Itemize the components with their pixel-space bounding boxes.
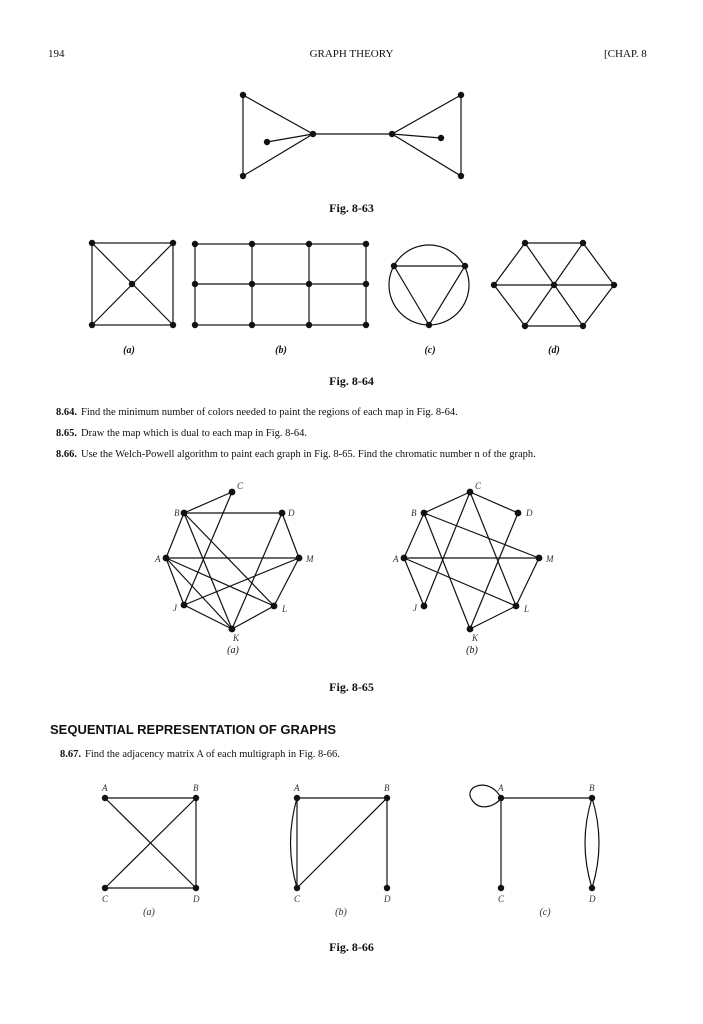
vertex-label: B — [193, 783, 199, 793]
fig-8-65a-subcaption: (a) — [227, 645, 239, 656]
vertex-label: D — [526, 508, 533, 518]
problem-number: 8.65. — [56, 428, 77, 439]
fig-8-65b-labels — [392, 481, 554, 643]
vertex-label: A — [294, 783, 300, 793]
fig-8-64c-map — [389, 245, 469, 325]
fig-8-66c-multigraph — [470, 785, 599, 888]
fig-8-66b-subcaption: (b) — [335, 907, 347, 918]
problem-number: 8.66. — [56, 449, 77, 460]
vertex-label: J — [413, 603, 417, 613]
vertex-label: D — [384, 894, 391, 904]
page-number: 194 — [48, 48, 65, 60]
problem-8-64 — [56, 407, 458, 418]
problem-8-65 — [56, 428, 307, 439]
problem-text: Find the minimum number of colors needed to paint the regions of each map in Fig. 8-64. — [81, 407, 458, 418]
vertex-label: B — [174, 508, 180, 518]
vertex-label: A — [102, 783, 108, 793]
fig-8-64d-subcaption: (d) — [548, 345, 560, 356]
vertex-label: A — [155, 554, 161, 564]
vertex-label: M — [306, 554, 314, 564]
vertex-label: K — [233, 633, 240, 643]
problem-number: 8.64. — [56, 407, 77, 418]
fig-8-64c-subcaption: (c) — [424, 345, 436, 356]
fig-8-63-caption: Fig. 8-63 — [329, 201, 374, 215]
vertex-label: L — [524, 604, 530, 614]
vertex-label: A — [498, 783, 504, 793]
fig-8-66a-subcaption: (a) — [143, 907, 155, 918]
problem-text: Use the Welch-Powell algorithm to paint each graph in Fig. 8-65. Find the chromatic number n of the graph. — [81, 449, 536, 460]
fig-8-63-graph — [243, 95, 461, 176]
fig-8-64a-subcaption: (a) — [123, 345, 135, 356]
chapter-label: [CHAP. 8 — [604, 48, 647, 60]
running-title: GRAPH THEORY — [309, 48, 394, 60]
vertex-label: K — [472, 633, 479, 643]
vertex-label: C — [475, 481, 482, 491]
problem-text: Draw the map which is dual to each map in Fig. 8-64. — [81, 428, 307, 439]
fig-8-66-labels — [101, 783, 596, 904]
fig-8-66b-multigraph — [291, 798, 388, 888]
vertex-label: B — [589, 783, 595, 793]
vertex-label: D — [288, 508, 295, 518]
problem-8-66 — [56, 449, 536, 460]
fig-8-66a-multigraph — [105, 798, 196, 888]
fig-8-64-caption: Fig. 8-64 — [329, 374, 374, 388]
fig-8-65b-subcaption: (b) — [466, 645, 478, 656]
vertex-label: D — [193, 894, 200, 904]
vertex-label: B — [384, 783, 390, 793]
vertex-label: B — [411, 508, 417, 518]
section-heading: SEQUENTIAL REPRESENTATION OF GRAPHS — [50, 722, 337, 737]
fig-8-64b-map — [195, 244, 366, 325]
problem-number: 8.67. — [60, 749, 81, 760]
vertex-label: A — [393, 554, 399, 564]
vertex-label: C — [294, 894, 301, 904]
problem-text: Find the adjacency matrix A of each multigraph in Fig. 8-66. — [85, 749, 340, 760]
vertex-label: L — [282, 604, 288, 614]
vertex-label: D — [589, 894, 596, 904]
vertex-label: C — [237, 481, 244, 491]
fig-8-65-caption: Fig. 8-65 — [329, 680, 374, 694]
fig-8-66-caption: Fig. 8-66 — [329, 940, 374, 954]
fig-8-64b-subcaption: (b) — [275, 345, 287, 356]
vertex-label: C — [498, 894, 505, 904]
vertex-label: C — [102, 894, 109, 904]
vertex-label: J — [173, 603, 177, 613]
problem-8-67 — [60, 749, 340, 760]
fig-8-66c-subcaption: (c) — [539, 907, 551, 918]
vertex-label: M — [546, 554, 554, 564]
